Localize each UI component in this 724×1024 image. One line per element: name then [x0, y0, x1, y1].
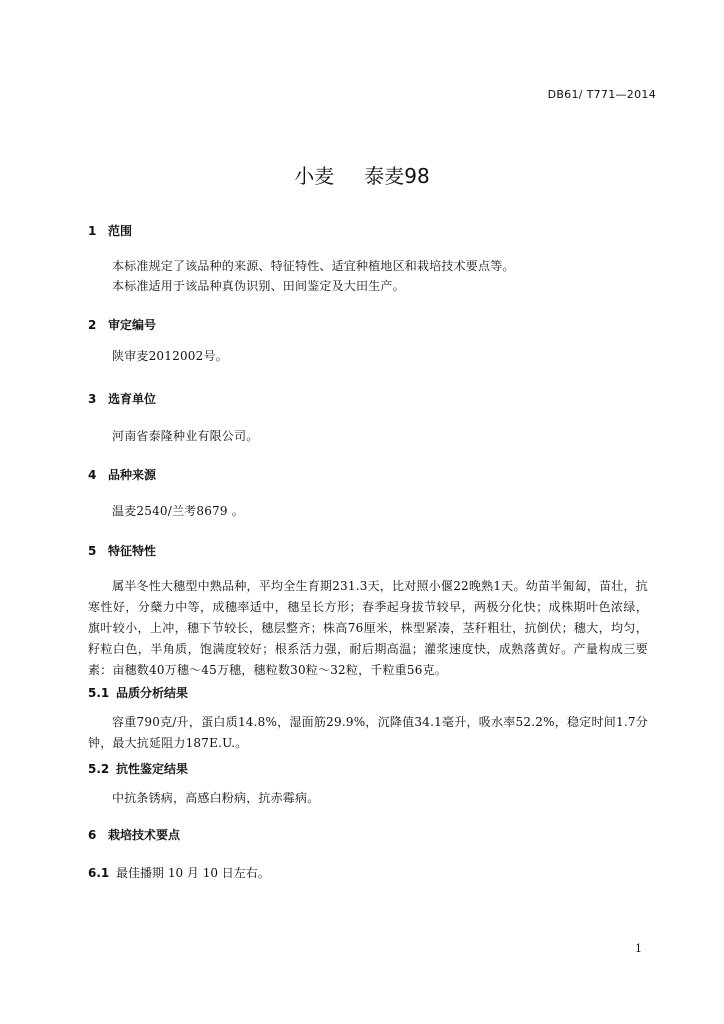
section-number: 5.2	[88, 762, 110, 776]
section-number: 6.1	[88, 866, 110, 880]
section-number: 1	[88, 224, 97, 238]
section-1-paragraph-1: 本标准规定了该品种的来源、特征特性、适宜种植地区和栽培技术要点等。	[112, 259, 515, 273]
section-title: 特征特性	[108, 544, 157, 558]
section-number: 3	[88, 392, 97, 406]
section-title: 品质分析结果	[116, 686, 189, 700]
section-5-paragraph: 属半冬性大穗型中熟品种，平均全生育期231.3天，比对照小偃22晚熟1天。幼苗半匍匐，苗壮，抗寒性好，分蘖力中等，成穗率适中，穗呈长方形；春季起身拔节较早，两极分化快；成株期叶色浓绿，旗叶较小，上冲，穗下节较长，穗层整齐；株高76厘米，株型紧凑，茎秆粗壮，抗倒伏；穗大，均匀，籽粒白色，半角质，饱满度较好；根系活力强，耐后期高温；灌浆速度快，成熟落黄好。产量构成三要素：亩穗数40万穗～45万穗，穗粒数30粒～32粒，千粒重56克。	[88, 579, 648, 677]
section-5-1-heading	[88, 684, 188, 701]
section-6-heading	[88, 826, 180, 843]
section-4-heading	[88, 466, 156, 483]
section-title: 栽培技术要点	[108, 828, 181, 842]
section-title: 审定编号	[108, 318, 157, 332]
section-title: 抗性鉴定结果	[116, 762, 189, 776]
section-3-heading	[88, 390, 156, 407]
section-5-2-heading	[88, 760, 188, 777]
section-1-paragraph-2: 本标准适用于该品种真伪识别、田间鉴定及大田生产。	[112, 279, 405, 293]
section-number: 5.1	[88, 686, 110, 700]
document-title	[0, 160, 724, 189]
section-1-heading	[88, 222, 132, 239]
title-variety: 泰麦98	[364, 164, 430, 188]
document-code: DB61/ T771—2014	[547, 88, 656, 101]
section-number: 4	[88, 468, 97, 482]
section-number: 6	[88, 828, 97, 842]
section-number: 5	[88, 544, 97, 558]
section-3-paragraph: 河南省泰隆种业有限公司。	[112, 429, 259, 443]
section-number: 2	[88, 318, 97, 332]
section-title: 选育单位	[108, 392, 157, 406]
section-title: 范围	[108, 224, 133, 238]
section-title: 品种来源	[108, 468, 157, 482]
section-5-2-paragraph: 中抗条锈病，高感白粉病，抗赤霉病。	[112, 791, 320, 805]
title-crop: 小麦	[294, 164, 335, 188]
section-2-heading	[88, 316, 156, 333]
page-number: 1	[635, 942, 642, 955]
section-title: 最佳播期 10 月 10 日左右。	[116, 866, 270, 880]
section-5-heading	[88, 542, 156, 559]
section-4-paragraph: 温麦2540/兰考8679 。	[112, 504, 244, 518]
section-5-1-paragraph: 容重790克/升，蛋白质14.8%，湿面筋29.9%，沉降值34.1毫升，吸水率52.2%，稳定时间1.7分钟，最大抗延阻力187E.U.。	[88, 715, 648, 750]
section-2-paragraph: 陕审麦2012002号。	[112, 349, 228, 363]
section-6-1-heading	[88, 864, 270, 881]
